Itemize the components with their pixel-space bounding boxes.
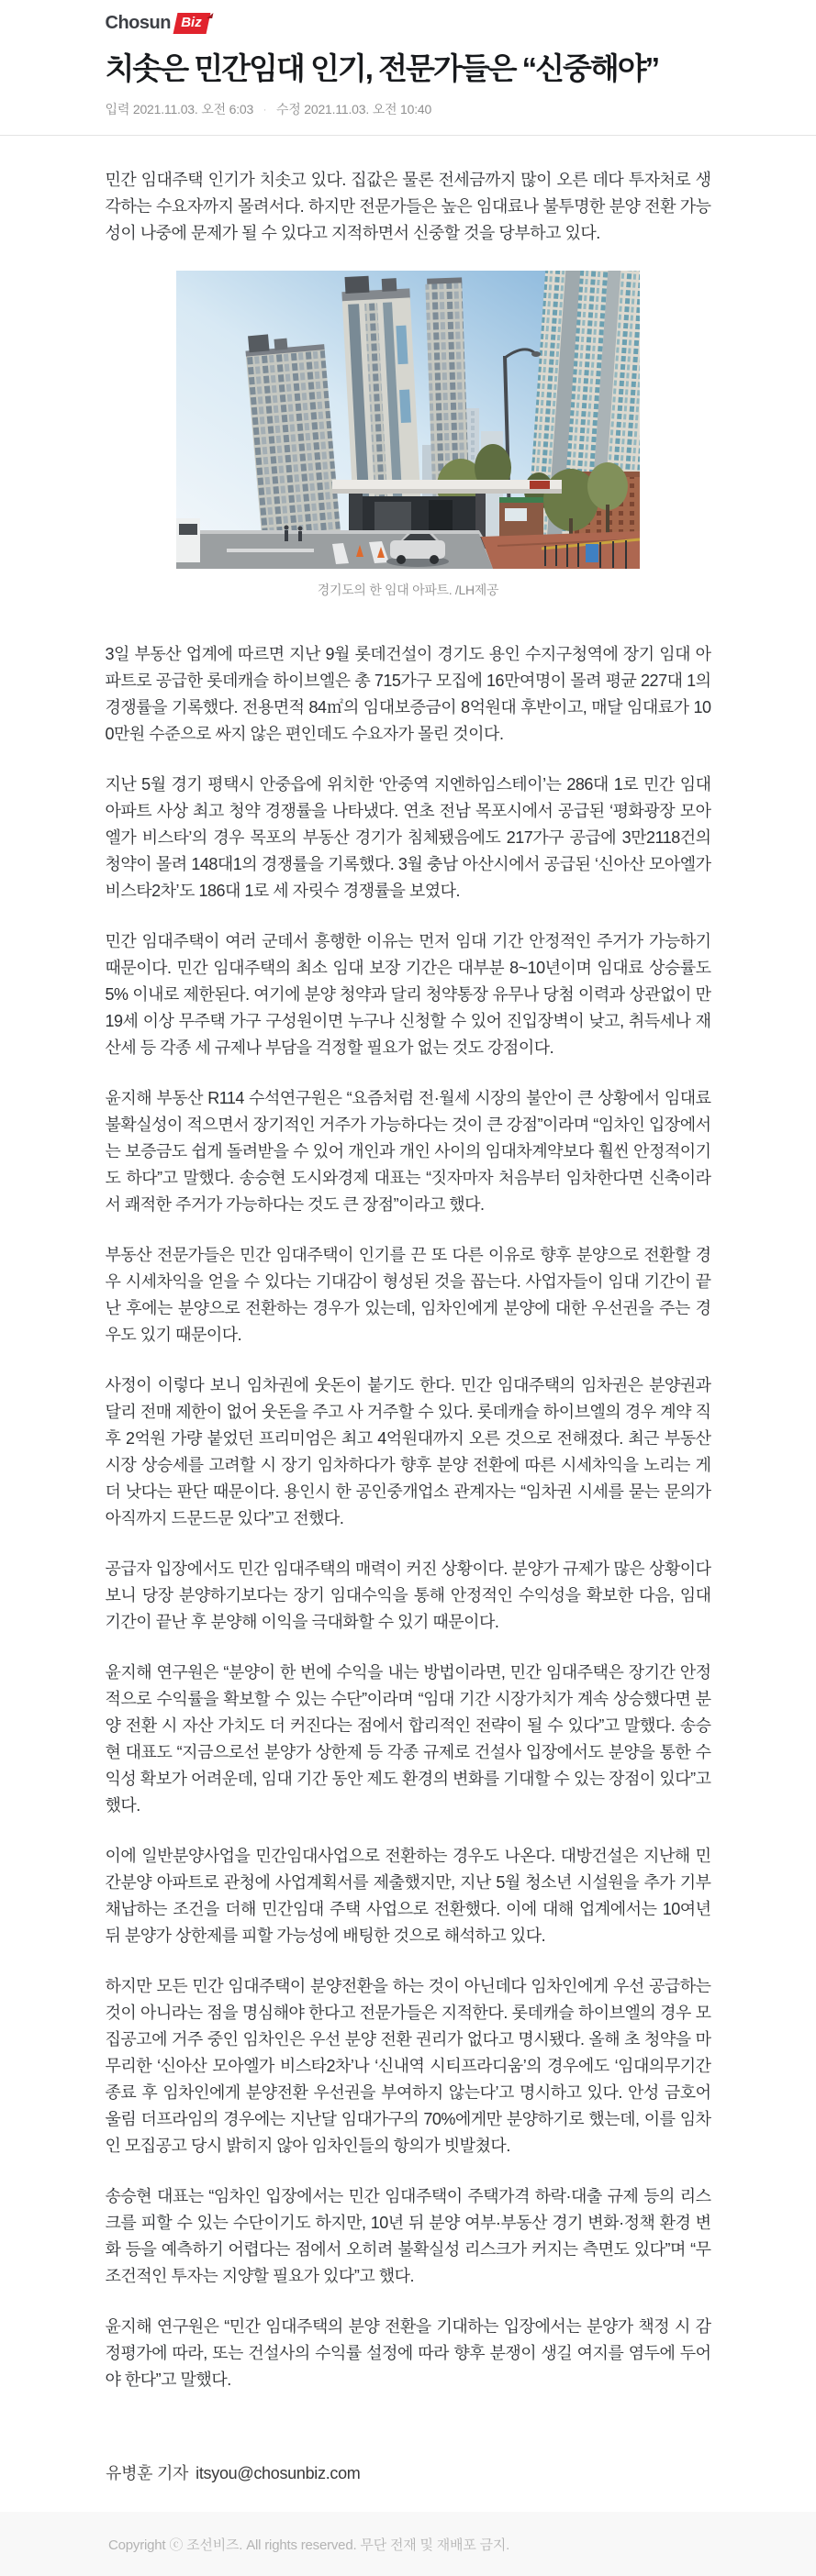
article-paragraph: 윤지해 연구원은 “민간 임대주택의 분양 전환을 기대하는 입장에서는 분양가 책정 시 감정평가에 따라, 또는 건설사의 수익률 설정에 따라 향후 분쟁이 생길 여지를 염두에 두어야 한다”고 말했다.	[105, 2317, 711, 2389]
article-paragraph: 이에 일반분양사업을 민간임대사업으로 전환하는 경우도 나온다. 대방건설은 지난해 민간분양 아파트로 관청에 사업계획서를 제출했지만, 지난 5월 청소년 시설원을 추가 기부채납하는 조건을 더해 민간임대 주택 사업으로 전환했다. 이에 대해 업계에서는 10여년 뒤 분양가 상한제를 피할 가능성에 배팅한 것으로 해석하고 있다.	[105, 1847, 711, 1945]
reporter-name: 유병훈 기자	[106, 2464, 189, 2482]
logo-chosun-text: Chosun	[105, 13, 171, 33]
published-label: 입력	[105, 102, 130, 117]
article-title: 치솟은 민간임대 인기, 전문가들은 “신중해야”	[105, 51, 659, 85]
article-paragraph: 사정이 이렇다 보니 임차권에 웃돈이 붙기도 한다. 민간 임대주택의 임차권은 분양권과 달리 전매 제한이 없어 웃돈을 주고 사 거주할 수 있다. 롯데캐슬 하이브엘의 경우 계약 직후 2억원 가량 붙었던 프리미엄은 최고 4억원대까지 오른 것으로 전해졌다. 최근 부동산 시장 상승세를 고려할 시 장기 임차하다가 향후 분양 전환에 따른 시세차익을 노리는 게 더 낫다는 판단 때문이다. 용인시 한 공인중개업소 관계자는 “임차권 시세를 묻는 문의가 아직까지 드문드문 있다”고 전했다.	[105, 1376, 711, 1527]
article-paragraph: 민간 임대주택 인기가 치솟고 있다. 집값은 물론 전세금까지 많이 오른 데다 투자처로 생각하는 수요자까지 몰려서다. 하지만 전문가들은 높은 임대료나 불투명한 분양 전환 가능성이 나중에 문제가 될 수 있다고 지적하면서 신중할 것을 당부하고 있다.	[105, 171, 711, 242]
article-paragraph: 하지만 모든 민간 임대주택이 분양전환을 하는 것이 아닌데다 임차인에게 우선 공급하는 것이 아니라는 점을 명심해야 한다고 전문가들은 지적한다. 롯데캐슬 하이브엘의 경우 모집공고에 거주 중인 임차인은 우선 분양 전환 권리가 없다고 명시됐다. 올해 초 청약을 마무리한 ‘신아산 모아엘가 비스타2차’나 ‘신내역 시티프라디움’의 경우에도 ‘임대의무기간 종료 후 임차인에게 분양전환 우선권을 부여하지 않는다’고 명시하고 있다. 안성 금호어울림 더프라임의 경우에는 지난달 임대가구의 70%에게만 분양하기로 했는데, 이를 임차인 모집공고 당시 밝히지 않아 임차인들의 항의가 빗발쳤다.	[105, 1977, 711, 2155]
article-paragraph: 3일 부동산 업계에 따르면 지난 9월 롯데건설이 경기도 용인 수지구청역에 장기 임대 아파트로 공급한 롯데캐슬 하이브엘은 총 715가구 모집에 16만여명이 몰려 평균 227대 1의 경쟁률을 기록했다. 전용면적 84㎡의 임대보증금이 8억원대 후반이고, 매달 임대료가 100만원 수준으로 싸지 않은 편인데도 수요자가 몰린 것이다.	[105, 645, 711, 743]
meta-separator: ·	[263, 105, 267, 116]
article-body	[106, 136, 711, 2393]
article-paragraph: 지난 5월 경기 평택시 안중읍에 위치한 ‘안중역 지엔하임스테이’는 286대 1로 민간 임대 아파트 사상 최고 청약 경쟁률을 나타냈다. 연초 전남 목포시에서 공급된 ‘평화광장 모아엘가 비스타’의 경우 목포의 부동산 경기가 침체됐음에도 217가구 공급에 3만2118건의 청약이 몰려 148대1의 경쟁률을 기록했다. 3월 충남 아산시에서 공급된 ‘신아산 모아엘가 비스타2차’도 186대 1로 세 자릿수 경쟁률을 보였다.	[105, 775, 711, 900]
copyright-notice: Copyright ⓒ 조선비즈. All rights reserved. 무단 전재 및 재배포 금지.	[108, 2537, 510, 2553]
logo-biz-text: Biz	[181, 15, 202, 30]
modified-time: 2021.11.03. 오전 10:40	[304, 102, 432, 117]
published-time: 2021.11.03. 오전 6:03	[132, 102, 254, 117]
article-paragraph: 송승현 대표는 “임차인 입장에서는 민간 임대주택이 주택가격 하락·대출 규제 등의 리스크를 피할 수 있는 수단이기도 하지만, 10년 뒤 분양 여부·부동산 경기 변화·정책 환경 변화 등을 예측하기 어렵다는 점에서 오히려 불확실성 리스크가 커지는 측면도 있다”며 “무조건적인 투자는 지양할 필요가 있다”고 했다.	[105, 2187, 711, 2285]
article-paragraph: 부동산 전문가들은 민간 임대주택이 인기를 끈 또 다른 이유로 향후 분양으로 전환할 경우 시세차익을 얻을 수 있다는 기대감이 형성된 것을 꼽는다. 사업자들이 임대 기간이 끝난 후에는 분양으로 전환하는 경우가 있는데, 임차인에게 분양에 대한 우선권을 주는 경우도 있기 때문이다.	[105, 1246, 711, 1344]
modified-label: 수정	[275, 102, 301, 117]
chosunbiz-logo[interactable]	[106, 0, 208, 34]
byline	[106, 2460, 361, 2484]
article-paragraph: 민간 임대주택이 여러 군데서 흥행한 이유는 먼저 임대 기간 안정적인 주거가 가능하기 때문이다. 민간 임대주택의 최소 임대 보장 기간은 대부분 8~10년이며 임대료 상승률도 5% 이내로 제한된다. 여기에 분양 청약과 달리 청약통장 유무나 당첨 이력과 상관없이 만 19세 이상 무주택 가구 구성원이면 누구나 신청할 수 있어 진입장벽이 낮고, 취득세나 재산세 등 각종 세 규제나 부담을 걱정할 필요가 없는 것도 강점이다.	[105, 932, 711, 1057]
article-paragraph: 윤지해 부동산 R114 수석연구원은 “요즘처럼 전·월세 시장의 불안이 큰 상황에서 임대료 불확실성이 적으면서 장기적인 거주가 가능하다는 것이 큰 강점”이라며 “임차인 입장에서는 보증금도 쉽게 돌려받을 수 있어 개인과 개인 사이의 임대차계약보다 훨씬 안정적이기도 하다”고 말했다. 송승현 도시와경제 대표는 “짓자마자 처음부터 임차한다면 신축이라서 쾌적한 주거가 가능하다는 것도 큰 장점”이라고 했다.	[105, 1089, 711, 1214]
article-paragraph: 공급자 입장에서도 민간 임대주택의 매력이 커진 상황이다. 분양가 규제가 많은 상황이다 보니 당장 분양하기보다는 장기 임대수익을 통해 안정적인 수익성을 확보한 다음, 임대 기간이 끝난 후 분양해 이익을 극대화할 수 있기 때문이다.	[105, 1560, 711, 1631]
article-paragraph: 윤지해 연구원은 “분양이 한 번에 수익을 내는 방법이라면, 민간 임대주택은 장기간 안정적으로 수익률을 확보할 수 있는 수단”이라며 “임대 기간 시장가치가 계속 상승했다면 분양 전환 시 자산 가치도 더 커진다는 점에서 합리적인 전략이 될 수 있다”고 말했다. 송승현 대표도 “지금으로선 분양가 상한제 등 각종 규제로 건설사 입장에서도 분양을 통한 수익성 확보가 어려운데, 임대 기간 동안 제도 환경의 변화를 기대할 수 있는 장점이 있다”고 했다.	[105, 1663, 711, 1815]
apartment-photo	[176, 271, 640, 569]
logo-biz-badge	[173, 13, 209, 34]
apartment-photo-illustration	[176, 271, 640, 569]
reporter-email-link[interactable]: itsyou@chosunbiz.com	[196, 2464, 361, 2482]
site-footer	[0, 2512, 816, 2576]
photo-caption: 경기도의 한 임대 아파트. /LH제공	[317, 583, 499, 597]
article-photo	[176, 271, 640, 599]
article-meta	[106, 100, 711, 118]
